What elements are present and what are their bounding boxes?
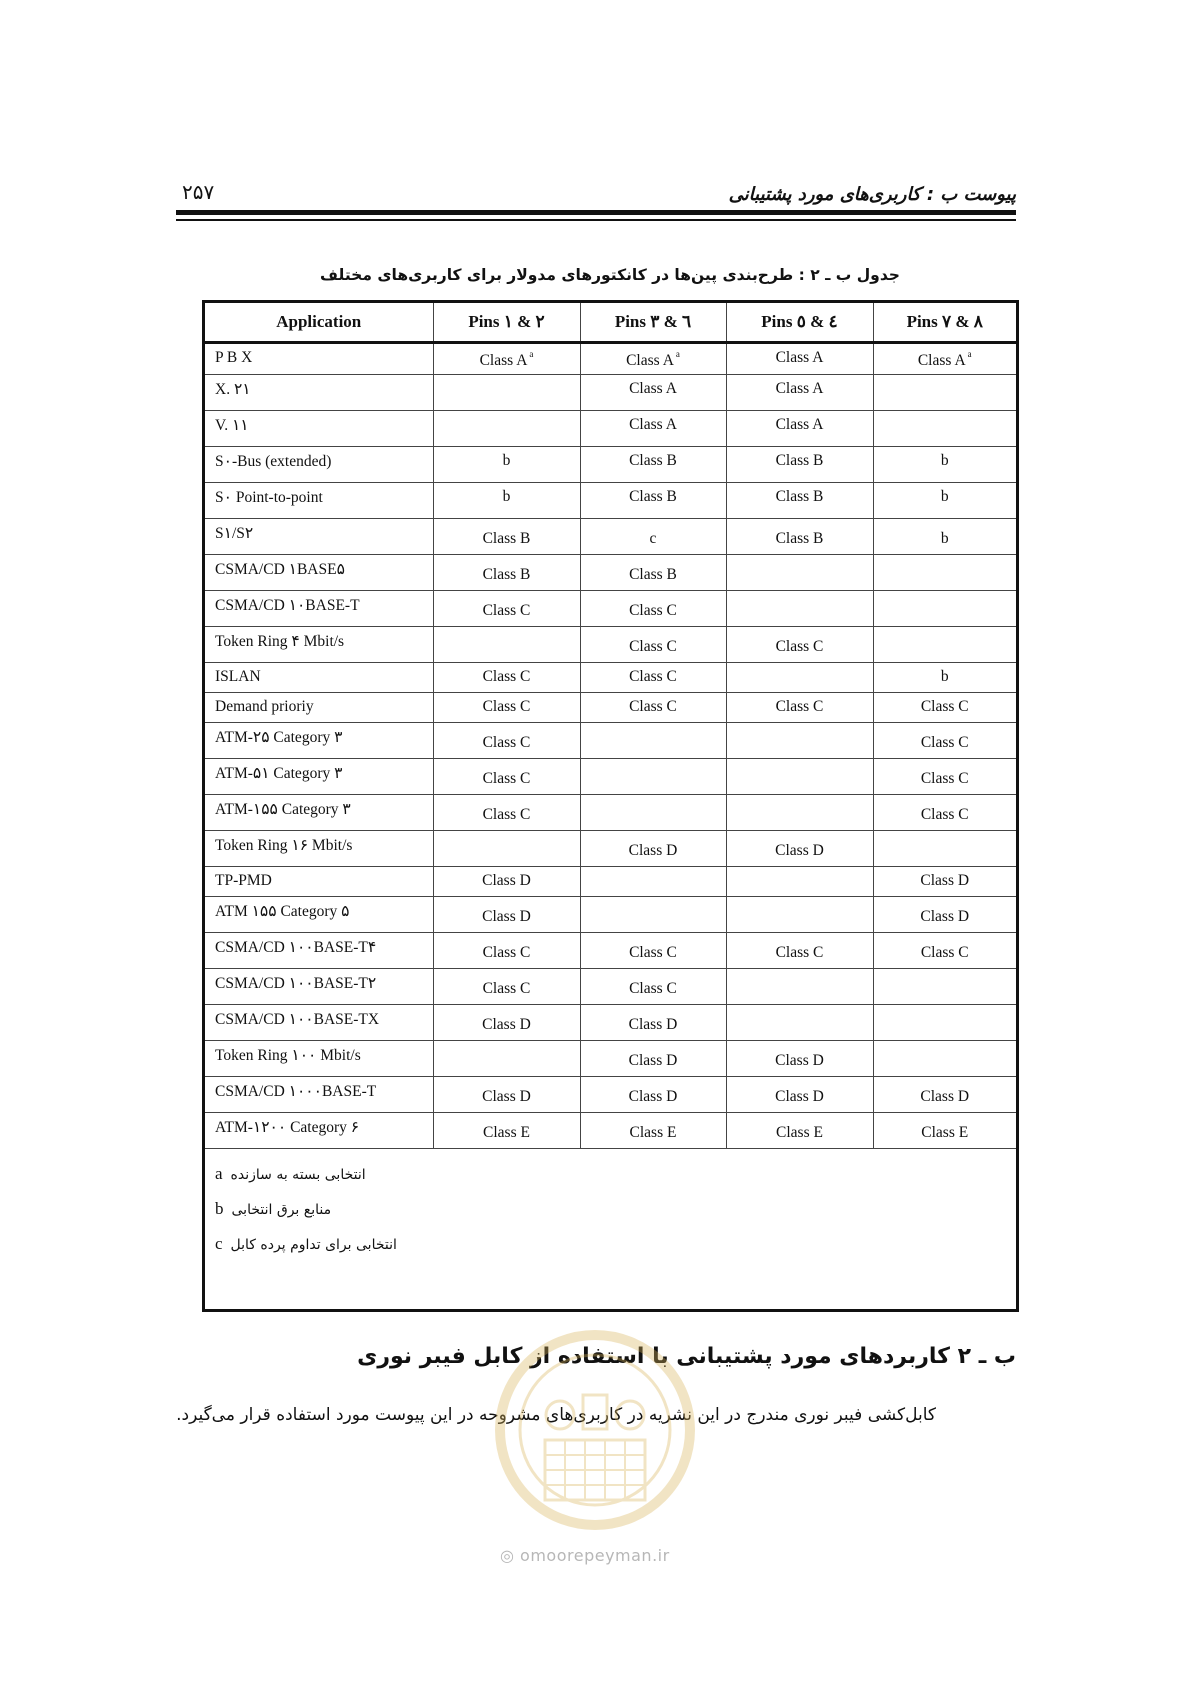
- table-row: [205, 483, 1016, 519]
- pin-class-cell: Class A: [726, 375, 873, 411]
- pin-class-cell: Class D: [726, 1041, 873, 1077]
- table-note: c انتخابی برای تداوم پرده کابل: [215, 1234, 397, 1253]
- table-row: [205, 1077, 1016, 1113]
- pin-class-cell: c: [580, 519, 726, 555]
- table-row: [205, 555, 1016, 591]
- table-note: b منابع برق انتخابی: [215, 1199, 332, 1218]
- pin-class-cell: [873, 1041, 1016, 1077]
- table-row: [205, 867, 1016, 897]
- table-row: [205, 1005, 1016, 1041]
- pin-class-cell: b: [433, 483, 580, 519]
- table-row: [205, 343, 1016, 375]
- table-row: [205, 519, 1016, 555]
- pin-class-cell: Class D: [433, 867, 580, 897]
- pin-class-cell: [873, 555, 1016, 591]
- pin-class-cell: Class A $^a$: [873, 343, 1016, 375]
- application-cell: TP-PMD: [205, 867, 433, 897]
- table-row: [205, 693, 1016, 723]
- pin-class-cell: Class D: [433, 1005, 580, 1041]
- pin-class-cell: Class C: [873, 795, 1016, 831]
- footnote-marker: a: [675, 349, 680, 359]
- pin-class-cell: [433, 411, 580, 447]
- table-row: [205, 831, 1016, 867]
- pin-class-cell: Class B: [433, 555, 580, 591]
- pin-class-cell: [726, 759, 873, 795]
- pin-class-cell: [580, 897, 726, 933]
- table-row: [205, 1113, 1016, 1149]
- footnote-marker: a: [967, 349, 972, 359]
- application-cell: ISLAN: [205, 663, 433, 693]
- pin-class-cell: [580, 795, 726, 831]
- table-row: [205, 969, 1016, 1005]
- application-cell: CSMA/CD ۱۰۰BASE-T۴: [205, 933, 433, 969]
- pin-class-cell: [726, 555, 873, 591]
- pin-class-cell: [433, 831, 580, 867]
- pin-class-cell: Class D: [873, 1077, 1016, 1113]
- table-row: [205, 375, 1016, 411]
- pin-class-cell: [726, 867, 873, 897]
- application-cell: X. ۲۱: [205, 375, 433, 411]
- pin-class-cell: Class C: [433, 723, 580, 759]
- pin-class-cell: b: [873, 447, 1016, 483]
- pin-class-cell: [873, 627, 1016, 663]
- application-cell: ATM-۱۵۵ Category ۳: [205, 795, 433, 831]
- table-row: [205, 723, 1016, 759]
- pin-class-cell: b: [873, 483, 1016, 519]
- pin-class-cell: [433, 1041, 580, 1077]
- column-header: Pins ۷ & ۸: [873, 303, 1016, 343]
- pin-class-cell: [873, 1005, 1016, 1041]
- application-cell: Token Ring ۴ Mbit/s: [205, 627, 433, 663]
- pin-class-cell: Class C: [873, 933, 1016, 969]
- pin-class-cell: Class C: [873, 723, 1016, 759]
- pin-class-cell: Class C: [726, 933, 873, 969]
- table-header-row: [205, 303, 1016, 343]
- pin-class-cell: Class B: [580, 483, 726, 519]
- pin-class-cell: b: [873, 663, 1016, 693]
- footnote-marker: a: [529, 349, 534, 359]
- pin-class-cell: Class D: [433, 897, 580, 933]
- pin-class-cell: [580, 723, 726, 759]
- pin-class-cell: Class C: [433, 663, 580, 693]
- pin-class-cell: Class A: [726, 411, 873, 447]
- column-header: Pins ۳ & ٦: [580, 303, 726, 343]
- column-header: Pins ۱ & ۲: [433, 303, 580, 343]
- table-row: [205, 759, 1016, 795]
- table-row: [205, 897, 1016, 933]
- pin-class-cell: b: [873, 519, 1016, 555]
- application-cell: ATM-۲۵ Category ۳: [205, 723, 433, 759]
- pin-class-cell: Class C: [726, 693, 873, 723]
- pin-class-cell: Class A $^a$: [580, 343, 726, 375]
- pin-class-cell: Class C: [433, 933, 580, 969]
- pin-class-cell: [873, 375, 1016, 411]
- pin-class-cell: Class B: [726, 447, 873, 483]
- pin-class-cell: Class C: [433, 693, 580, 723]
- pin-class-cell: [433, 627, 580, 663]
- running-title: پیوست ب : کاربری‌های مورد پشتیبانی: [728, 184, 1016, 205]
- pin-class-cell: Class C: [580, 627, 726, 663]
- pin-class-cell: [726, 969, 873, 1005]
- pin-class-cell: Class A $^a$: [433, 343, 580, 375]
- pin-class-cell: Class E: [433, 1113, 580, 1149]
- header-rule-thick: [176, 210, 1016, 215]
- application-cell: Demand prioriy: [205, 693, 433, 723]
- pin-class-cell: Class D: [580, 1005, 726, 1041]
- pin-class-cell: Class B: [726, 483, 873, 519]
- column-header: Application: [205, 303, 433, 343]
- pin-class-cell: Class C: [433, 969, 580, 1005]
- pin-class-cell: Class D: [873, 897, 1016, 933]
- column-header: Pins ٤ & ٥: [726, 303, 873, 343]
- table-row: [205, 591, 1016, 627]
- pin-class-cell: Class C: [433, 591, 580, 627]
- pin-class-cell: Class D: [580, 1077, 726, 1113]
- application-cell: S۱/S۲: [205, 519, 433, 555]
- application-cell: S۰-Bus (extended): [205, 447, 433, 483]
- table-caption: جدول ب ـ ۲ : طرح‌بندی پین‌ها در کانکتورهای مدولار برای کاربری‌های مختلف: [320, 266, 900, 284]
- pin-class-cell: Class B: [580, 555, 726, 591]
- application-cell: ATM ۱۵۵ Category ۵: [205, 897, 433, 933]
- table-note: a انتخابی بسته به سازنده: [215, 1164, 366, 1183]
- pin-class-cell: Class D: [580, 831, 726, 867]
- pin-class-cell: Class C: [580, 663, 726, 693]
- table-row: [205, 627, 1016, 663]
- application-cell: CSMA/CD ۱۰۰BASE-T۲: [205, 969, 433, 1005]
- pin-class-cell: Class C: [433, 759, 580, 795]
- pin-class-cell: [873, 969, 1016, 1005]
- page-number: ۲۵۷: [182, 180, 215, 204]
- table-row: [205, 933, 1016, 969]
- application-cell: Token Ring ۱۶ Mbit/s: [205, 831, 433, 867]
- pin-assignment-table: [202, 300, 1019, 1312]
- application-cell: ATM-۱۲۰۰ Category ۶: [205, 1113, 433, 1149]
- pin-class-cell: [580, 759, 726, 795]
- table-row: [205, 447, 1016, 483]
- pin-class-cell: Class B: [726, 519, 873, 555]
- pin-class-cell: [873, 411, 1016, 447]
- pin-class-cell: Class C: [873, 759, 1016, 795]
- pin-class-cell: Class C: [873, 693, 1016, 723]
- table-notes-row: [205, 1149, 1016, 1271]
- pin-class-cell: Class D: [580, 1041, 726, 1077]
- pin-class-cell: [433, 375, 580, 411]
- pin-class-cell: Class D: [726, 831, 873, 867]
- pin-class-cell: Class D: [433, 1077, 580, 1113]
- pin-class-cell: Class C: [726, 627, 873, 663]
- pin-class-cell: [726, 591, 873, 627]
- application-cell: CSMA/CD ۱۰BASE-T: [205, 591, 433, 627]
- pin-class-cell: Class A: [726, 343, 873, 375]
- pin-class-cell: [726, 663, 873, 693]
- pin-class-cell: Class D: [726, 1077, 873, 1113]
- application-cell: V. ۱۱: [205, 411, 433, 447]
- pin-class-cell: Class C: [580, 693, 726, 723]
- table-row: [205, 1041, 1016, 1077]
- table-row: [205, 411, 1016, 447]
- section-heading: ب ـ ۲ کاربردهای مورد پشتیبانی با استفاده از کابل فیبر نوری: [357, 1344, 1016, 1369]
- pin-class-cell: [726, 795, 873, 831]
- pin-class-cell: Class A: [580, 411, 726, 447]
- pin-class-cell: Class E: [580, 1113, 726, 1149]
- application-cell: Token Ring ۱۰۰ Mbit/s: [205, 1041, 433, 1077]
- application-cell: CSMA/CD ۱۰۰BASE-TX: [205, 1005, 433, 1041]
- pin-class-cell: Class A: [580, 375, 726, 411]
- header-rule-thin: [176, 219, 1016, 221]
- application-cell: CSMA/CD ۱BASE۵: [205, 555, 433, 591]
- application-cell: CSMA/CD ۱۰۰۰BASE-T: [205, 1077, 433, 1113]
- application-cell: S۰ Point-to-point: [205, 483, 433, 519]
- pin-class-cell: Class E: [726, 1113, 873, 1149]
- pin-class-cell: b: [433, 447, 580, 483]
- pin-class-cell: Class E: [873, 1113, 1016, 1149]
- pin-class-cell: [873, 831, 1016, 867]
- pin-class-cell: [726, 897, 873, 933]
- pin-class-cell: [873, 591, 1016, 627]
- pin-class-cell: Class B: [580, 447, 726, 483]
- pin-class-cell: Class C: [580, 933, 726, 969]
- pin-class-cell: Class C: [580, 969, 726, 1005]
- pin-class-cell: Class C: [580, 591, 726, 627]
- table-row: [205, 663, 1016, 693]
- watermark-url: ◎ omoorepeyman.ir: [500, 1546, 670, 1565]
- application-cell: P B X: [215, 349, 253, 366]
- pin-class-cell: [580, 867, 726, 897]
- pin-class-cell: [726, 723, 873, 759]
- pin-class-cell: [726, 1005, 873, 1041]
- pin-class-cell: Class C: [433, 795, 580, 831]
- pin-class-cell: Class B: [433, 519, 580, 555]
- application-cell: ATM-۵۱ Category ۳: [205, 759, 433, 795]
- section-paragraph: کابل‌کشی فیبر نوری مندرج در این نشریه در کاربری‌های مشروحه در این پیوست مورد استفاده قرار می‌گیرد.: [176, 1405, 936, 1425]
- pin-class-cell: Class D: [873, 867, 1016, 897]
- table-row: [205, 795, 1016, 831]
